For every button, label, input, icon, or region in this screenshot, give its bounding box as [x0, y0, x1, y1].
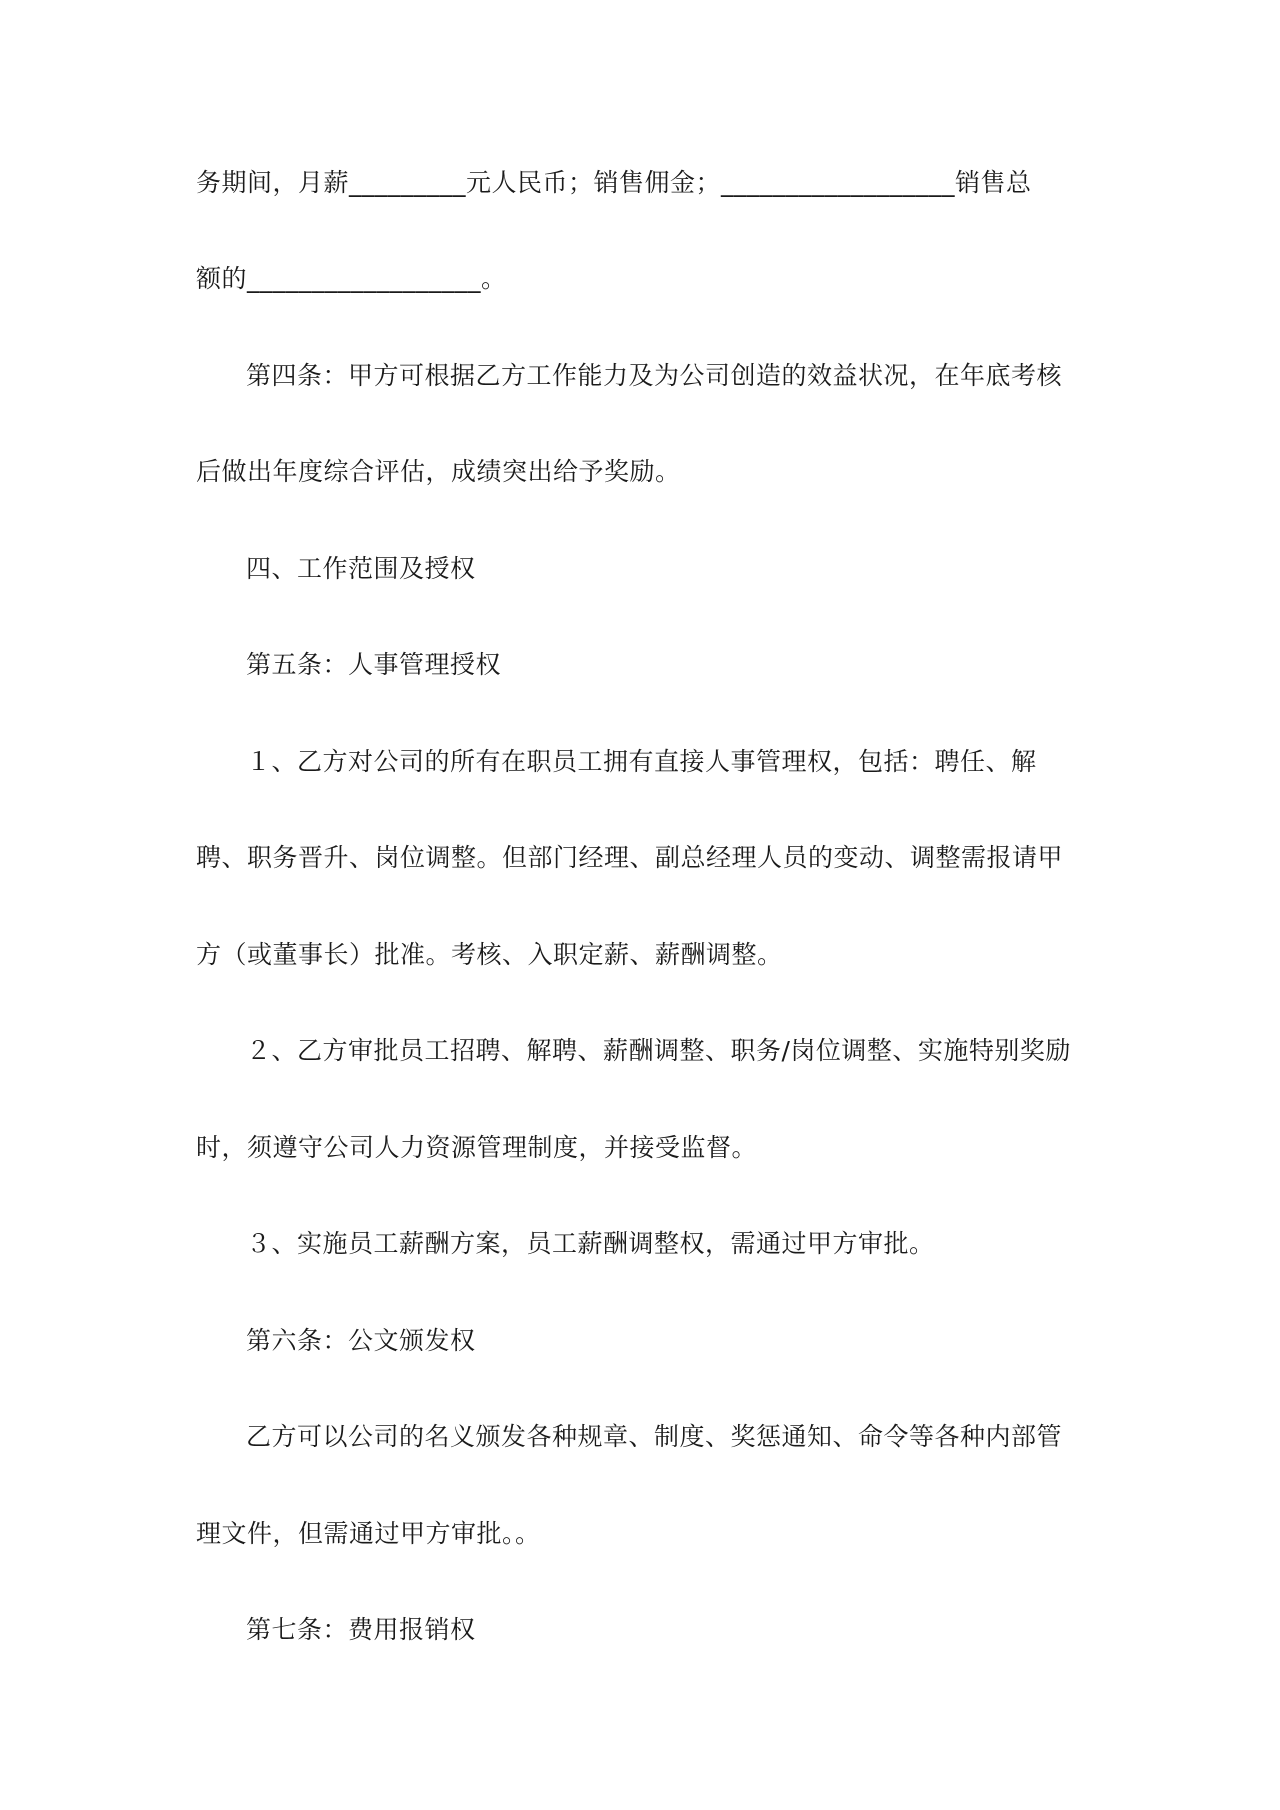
text-line-article-4: 第四条：甲方可根据乙方工作能力及为公司创造的效益状况，在年底考核	[246, 361, 1063, 390]
text-line-item-3: ３、实施员工薪酬方案，员工薪酬调整权，需通过甲方审批。	[246, 1229, 935, 1258]
text-line-article-6-body: 乙方可以公司的名义颁发各种规章、制度、奖惩通知、命令等各种内部管	[246, 1422, 1063, 1451]
text-line-item-2-cont: 时，须遵守公司人力资源管理制度，并接受监督。	[196, 1133, 758, 1162]
text-line-article-6-cont: 理文件，但需通过甲方审批。。	[196, 1519, 541, 1548]
text-line-article-7: 第七条：费用报销权	[246, 1615, 476, 1644]
text-line-item-1-cont2: 方（或董事长）批准。考核、入职定薪、薪酬调整。	[196, 940, 783, 969]
text-line-article-5: 第五条：人事管理授权	[246, 650, 502, 679]
text-line-item-2: ２、乙方审批员工招聘、解聘、薪酬调整、职务/岗位调整、实施特别奖励	[246, 1036, 1071, 1065]
text-line-item-1-cont: 聘、职务晋升、岗位调整。但部门经理、副总经理人员的变动、调整需报请甲	[196, 843, 1064, 872]
text-line-article-6: 第六条：公文颁发权	[246, 1326, 476, 1355]
text-line-article-4-cont: 后做出年度综合评估，成绩突出给予奖励。	[196, 457, 681, 486]
text-line-salary: 务期间，月薪_________元人民币；销售佣金；__________________销售总	[196, 168, 1032, 197]
section-heading-scope: 四、工作范围及授权	[246, 554, 476, 583]
text-line-salary-cont: 额的__________________。	[196, 264, 507, 293]
text-line-item-1: １、乙方对公司的所有在职员工拥有直接人事管理权，包括：聘任、解	[246, 747, 1037, 776]
